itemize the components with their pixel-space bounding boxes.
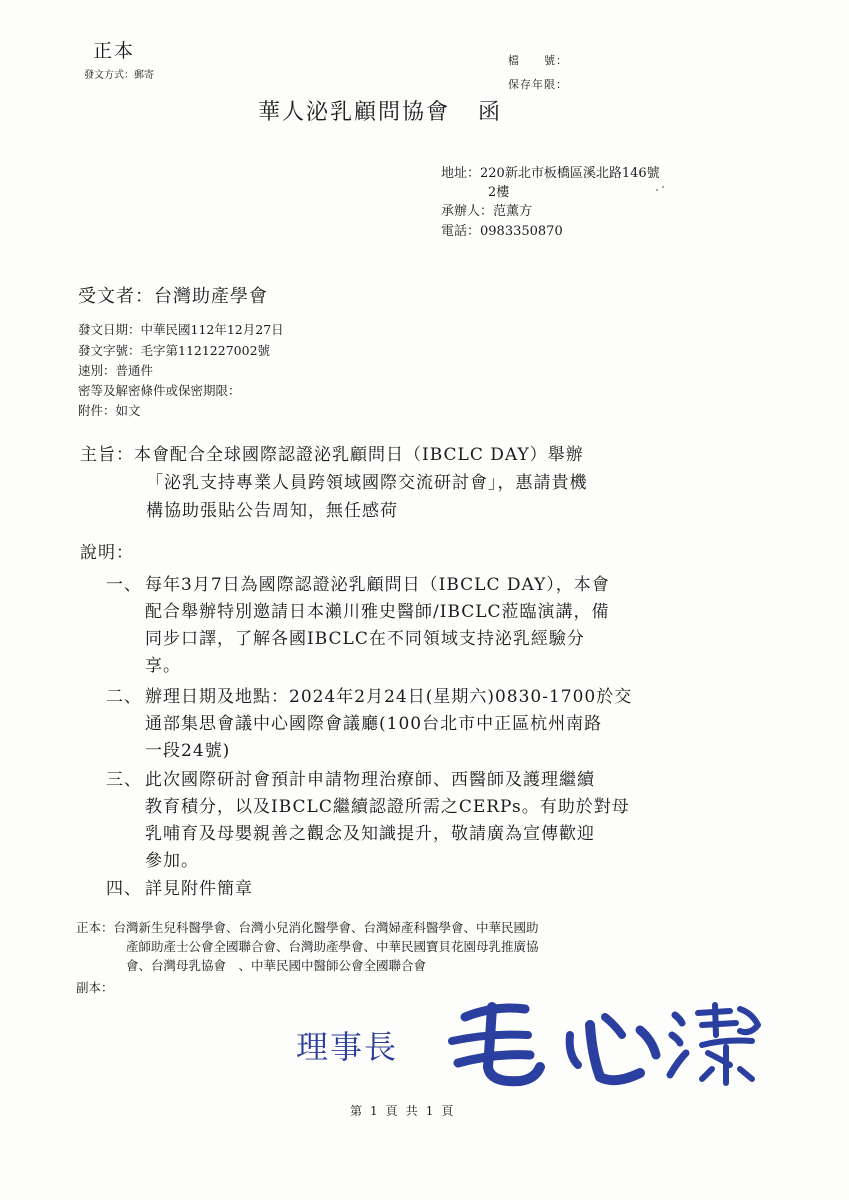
doc-kind: 函 xyxy=(478,100,503,125)
page-mid: 頁 xyxy=(385,1104,398,1118)
distribution-main-3: 會、台灣母乳協會 、中華民國中醫師公會全國聯合會 xyxy=(126,958,427,973)
item-line: 詳見附件簡章 xyxy=(145,879,253,899)
page-prefix: 第 xyxy=(350,1104,363,1118)
signature-stamp xyxy=(440,995,770,1090)
item-number: 一、 xyxy=(106,575,142,595)
org-name: 華人泌乳顧問協會 xyxy=(258,100,451,125)
distribution-copy: 副本： xyxy=(76,980,114,995)
item-line: 配合舉辦特別邀請日本瀨川雅史醫師/IBCLC蒞臨演講，備 xyxy=(145,602,610,622)
total-suffix: 頁 xyxy=(441,1104,454,1118)
page-footer xyxy=(346,1102,457,1119)
item-line: 教育積分，以及IBCLC繼續認證所需之CERPs。有助於對母 xyxy=(145,797,630,817)
item-line: 每年3月7日為國際認證泌乳顧問日（IBCLC DAY），本會 xyxy=(145,575,610,595)
item-line: 乳哺育及母嬰親善之觀念及知識提升，敬請廣為宣傳歡迎 xyxy=(145,824,595,844)
issue-date: 發文日期：中華民國112年12月27日 xyxy=(78,322,284,337)
item-number: 四、 xyxy=(106,879,142,899)
distribution-main-2: 產師助產士公會全國聯合會、台灣助產學會、中華民國寶貝花園母乳推廣協 xyxy=(126,939,539,954)
address-line-2: 2樓 xyxy=(488,185,510,200)
item-line: 通部集思會議中心國際會議廳(100台北市中正區杭州南路 xyxy=(145,714,603,734)
copy-mark: 正本 xyxy=(93,40,136,62)
item-number: 二、 xyxy=(106,687,142,707)
item-line: 此次國際研討會預計申請物理治療師、西醫師及護理繼續 xyxy=(145,770,595,790)
item-line: 一段24號) xyxy=(145,741,231,761)
document-title xyxy=(258,95,502,126)
speed-class: 速別：普通件 xyxy=(78,363,154,378)
page-number: 1 xyxy=(370,1104,378,1118)
phone: 電話：0983350870 xyxy=(441,224,563,239)
total-pages: 1 xyxy=(425,1104,434,1118)
recipient: 受文者：台灣助產學會 xyxy=(78,286,268,307)
archive-number: 檔 號： xyxy=(508,54,568,67)
item-line: 參加。 xyxy=(145,851,199,871)
distribution-main-1: 正本：台灣新生兒科醫學會、台灣小兒消化醫學會、台灣婦產科醫學會、中華民國助 xyxy=(76,920,539,935)
item-line: 同步口譯，了解各國IBCLC在不同領域支持泌乳經驗分 xyxy=(145,629,585,649)
item-line: 辦理日期及地點：2024年2月24日(星期六)0830-1700於交 xyxy=(145,687,633,707)
scan-speck xyxy=(656,189,658,191)
attachment: 附件：如文 xyxy=(78,403,141,418)
chairman-title: 理事長 xyxy=(296,1028,399,1066)
confidentiality: 密等及解密條件或保密期限： xyxy=(78,383,241,398)
item-number: 三、 xyxy=(106,770,142,790)
retention-period: 保存年限： xyxy=(508,78,568,91)
handler: 承辦人：范薰方 xyxy=(441,204,533,219)
send-method: 發文方式：郵寄 xyxy=(84,70,154,81)
document-number: 發文字號：毛字第1121227002號 xyxy=(78,343,271,358)
scan-speck xyxy=(662,186,664,188)
item-line: 享。 xyxy=(145,656,181,676)
subject-line-1: 主旨：本會配合全球國際認證泌乳顧問日（IBCLC DAY）舉辦 xyxy=(80,445,584,465)
total-prefix: 共 xyxy=(405,1104,418,1118)
subject-line-2: 「泌乳支持專業人員跨領域國際交流研討會」，惠請貴機 xyxy=(146,473,588,493)
explanation-heading: 說明： xyxy=(80,543,134,563)
address-line-1: 地址：220新北市板橋區溪北路146號 xyxy=(441,166,660,181)
subject-line-3: 構協助張貼公告周知，無任感荷 xyxy=(146,501,398,521)
